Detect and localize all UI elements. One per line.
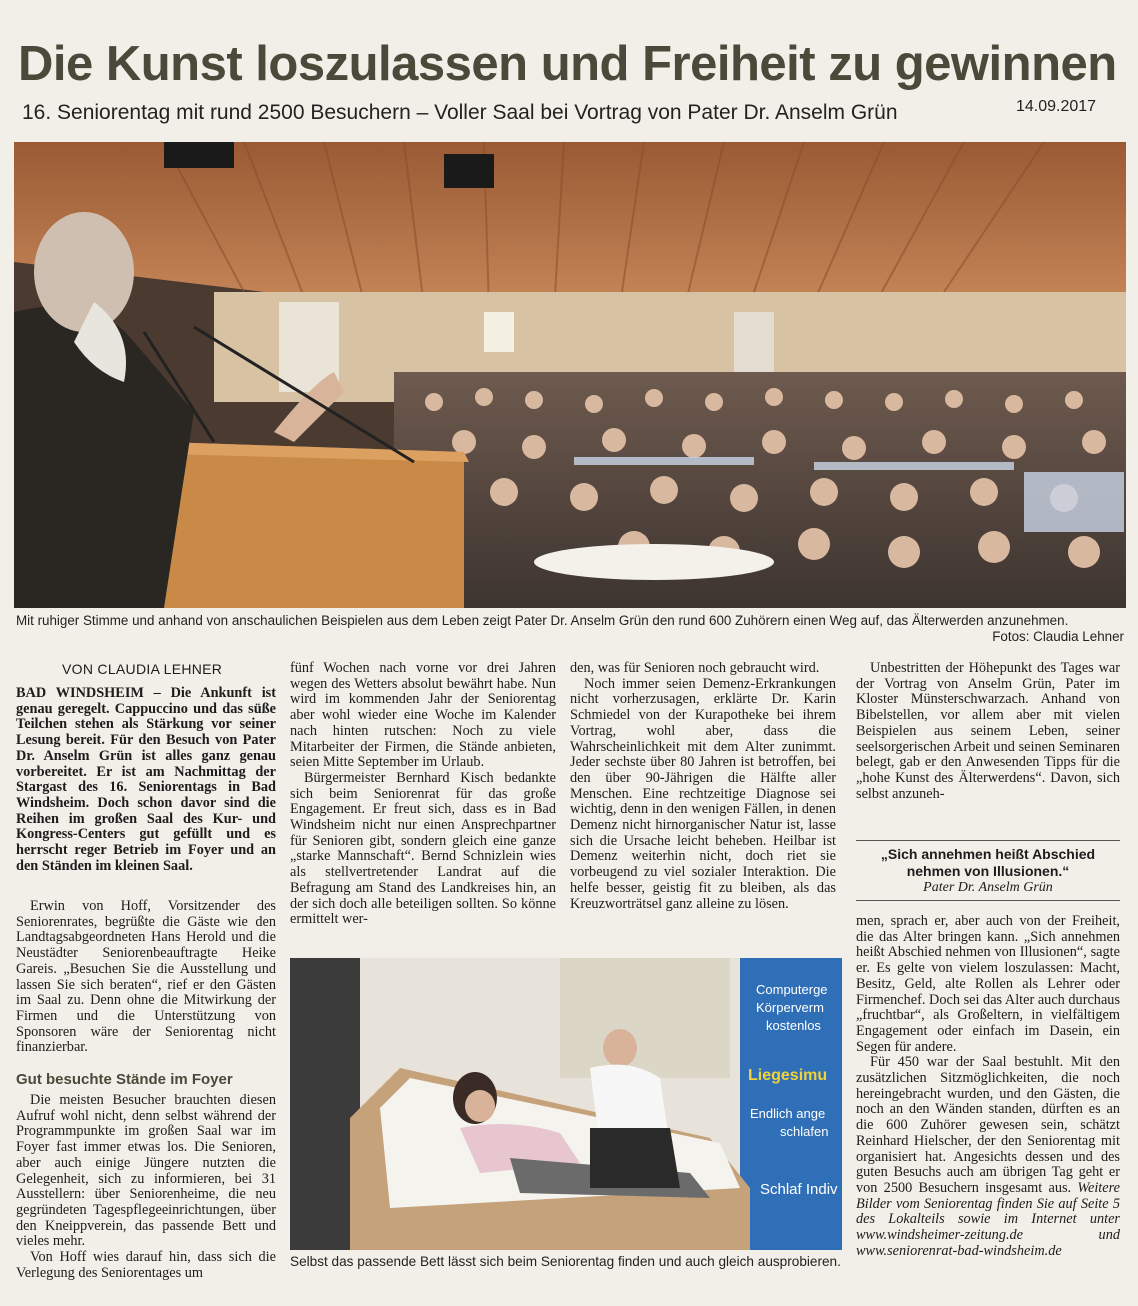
- paragraph: fünf Wochen nach vorne vor drei Jahren wegen des Wetters absolut bewährt habe. Nun wird im kommenden Jahr der Seniorentag aber wohl wieder eine Woche im Kalender nach hinten rutschen: Noch zu viele Mitarbeiter der Firmen, die Stände anbieten, seien Mitte September im Urlaub.: [290, 660, 556, 771]
- photo-caption: Selbst das passende Bett lässt sich beim Seniorentag finden und auch gleich ausprobieren.: [290, 1254, 841, 1269]
- banner-text: Schlaf Indiv: [760, 1181, 838, 1198]
- banner-text: schlafen: [780, 1124, 829, 1139]
- banner-text: Computerge: [756, 982, 828, 997]
- subheadline: 16. Seniorentag mit rund 2500 Besuchern – Voller Saal bei Vortrag von Pater Dr. Anselm Grün: [22, 101, 898, 124]
- column-1-text-continued: [16, 1093, 276, 1281]
- paragraph: Die meisten Besucher brauchten diesen Aufruf wohl nicht, denn selbst während der Programmpunkte im großen Saal war im Foyer fast immer etwas los. Die Senioren, aber auch einige Jüngere nutzten die Gelegenheit, sich zu informieren, bei 31 Ausstellern: über Seniorenheime, die neu gegründeten Tagespflegeeinrichtungen, über den Kneippverein, das passende Bett und vieles mehr.: [16, 1092, 276, 1250]
- banner-text: Liegesimu: [748, 1067, 828, 1084]
- byline: VON CLAUDIA LEHNER: [62, 661, 223, 677]
- photo-caption: Mit ruhiger Stimme und anhand von anschaulichen Beispielen aus dem Leben zeigt Pater Dr. Anselm Grün den rund 600 Zuhörern einen Weg auf, das Älterwerden anzunehmen.: [16, 613, 1069, 628]
- paragraph: Erwin von Hoff, Vorsitzender des Seniorenrates, begrüßte die Gäste wie den Landtagsabgeordneten Hans Herold und die Neustädter Seniorenbeauftragte Heike Gareis. „Besuchen Sie die Ausstellung und lassen Sie sich beraten“, rief er den Gästen im Saal zu. Denn ohne die Mitwirkung der Firmen und die Unterstützung von Sponsoren wäre der Seniorentag nicht finanzierbar.: [16, 898, 276, 1056]
- banner-text: Körperverm: [756, 1000, 824, 1015]
- paragraph: Von Hoff wies darauf hin, dass sich die Verlegung des Seniorentages um: [16, 1249, 276, 1281]
- paragraph: den, was für Senioren noch gebraucht wird.: [570, 660, 820, 676]
- banner-text: kostenlos: [766, 1018, 821, 1033]
- column-4-text: [856, 661, 1120, 802]
- bed-demonstration-photo: [290, 958, 842, 1250]
- column-2-text: [290, 661, 556, 928]
- pull-quote-author: Pater Dr. Anselm Grün: [923, 880, 1053, 895]
- column-1-text: [16, 899, 276, 1056]
- paragraph: [856, 1055, 1120, 1259]
- quote-rule-bottom: [856, 900, 1120, 901]
- quote-rule-top: [856, 840, 1120, 841]
- paragraph: Noch immer seien Demenz-Erkrankungen nicht vorherzusagen, erklärte Dr. Karin Schmiedel von der Kurapotheke bei ihrem Vortrag, wohl aber, dass die Wahrscheinlichkeit mit dem Alter zunimmt. Jeder sechste über 80 Jahren ist betroffen, bei den über 90-Jährigen die Hälfte aller Menschen. Eine rechtzeitige Diagnose sei wichtig, denn in den wenigen Fällen, in denen Demenz nicht hirnorganischer Natur ist, lasse sich die Ursache leicht beheben. Heilbar ist Demenz weiterhin nicht, doch riet sie vorbeugend zu viel sozialer Interaktion. Die helfe besser, geistig fit zu bleiben, als das Kreuzworträtsel ganz alleine zu lösen.: [570, 675, 836, 912]
- paragraph-text: Für 450 war der Saal bestuhlt. Mit den zusätzlichen Sitzmöglichkeiten, die noch hereingebracht wurden, und den Gästen, die noch an den Wänden standen, dürften es an die 600 Zuhörer gewesen sein, schätzt Reinhard Hielscher, der den Seniorentag mit organisiert hat. Angesichts dessen und des guten Besuchs auch am übrigen Tag geht er von 2500 Besuchern insgesamt aus.: [856, 1054, 1120, 1196]
- column-4-text-continued: [856, 914, 1120, 1259]
- lead-paragraph: BAD WINDSHEIM – Die Ankunft ist genau geregelt. Cappuccino und das süße Teilchen stehen als Stärkung vor seiner Lesung bereit. Für den Besuch von Pater Dr. Anselm Grün ist alles ganz genau vorbereitet. Er ist am Nachmittag der Stargast des 16. Seniorentags in Bad Windsheim. Doch schon davor sind die Reihen im großen Saal des Kur- und Kongress-Centers gut gefüllt und es herrscht reger Betrieb im Foyer und an den Ständen im kleinen Saal.: [16, 685, 276, 874]
- paragraph: Bürgermeister Bernhard Kisch bedankte sich beim Seniorenrat für das große Engagement. Er freut sich, dass es in Bad Windsheim nicht nur einen Ansprechpartner für Senioren gibt, sondern gleich eine ganze „starke Mannschaft“. Bernd Schnizlein wies als stellvertretender Landrat auf die Befragung am Stand des Landkreises hin, an der sich doch alle beteiligen sollten. So könne ermittelt wer-: [290, 769, 556, 928]
- publication-date: 14.09.2017: [1016, 98, 1097, 115]
- photo-credit: Fotos: Claudia Lehner: [992, 629, 1124, 644]
- paragraph: men, sprach er, aber auch von der Freiheit, die das Alter bringen kann. „Sich annehmen heißt Abschied nehmen von Illusionen“, sagte er. Es gelte von vielem loszulassen: Macht, Besitz, Geld, alte Rollen als Lehrer oder Firmenchef. Doch sei das Alter auch durchaus „fruchtbar“, als Großeltern, in vielfältigem Engagement oder einfach im Dasein, ein Segen für andere.: [856, 913, 1121, 1055]
- pull-quote: „Sich annehmen heißt Abschied nehmen von Illusionen.“: [880, 846, 1096, 879]
- more-info-link-text[interactable]: Weitere Bilder vom Seniorentag finden Sie auf Seite 5 des Lokalteils sowie im Internet unter www.windsheimer-zeitung.de und www.seniorenrat-bad-windsheim.de: [856, 1179, 1120, 1259]
- headline: Die Kunst loszulassen und Freiheit zu gewinnen: [18, 37, 1117, 91]
- banner-text: Endlich ange: [750, 1106, 826, 1121]
- paragraph: Unbestritten der Höhepunkt des Tages war der Vortrag von Anselm Grün, Pater im Kloster Münsterschwarzach. Anhand von Bibelstellen, vor allem aber mit vielen Beispielen aus seinem Leben, seiner seelsorgerischen Arbeit und seinen Seminaren belegt, gab er den Anwesenden Tipps für die „hohe Kunst des Älterwerdens“. Davon, sich selbst anzuneh-: [856, 660, 1120, 802]
- section-subhead: Gut besuchte Stände im Foyer: [16, 1071, 233, 1088]
- column-3-text: [570, 661, 836, 912]
- lecture-hall-photo: [14, 142, 1126, 608]
